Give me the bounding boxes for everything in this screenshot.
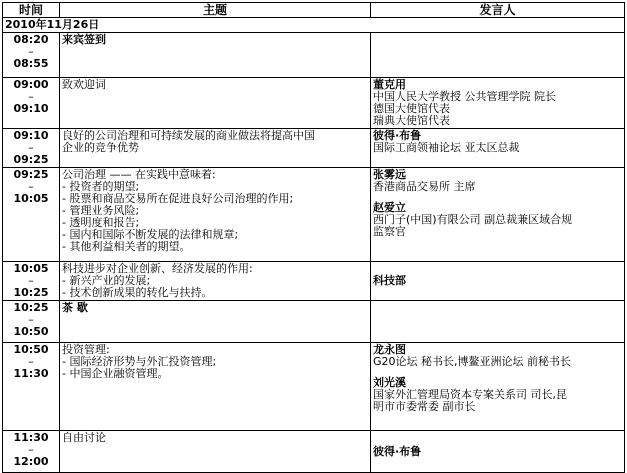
subject-line: 公司治理 —— 在实践中意味着: bbox=[62, 168, 216, 181]
agenda-table bbox=[2, 2, 625, 473]
subject-line: - 管理业务风险; bbox=[62, 204, 140, 217]
time-cell bbox=[3, 262, 60, 301]
speaker-name: 董克用 bbox=[373, 78, 406, 91]
time-end: 09:25 bbox=[13, 153, 49, 166]
time-start: 10:50 bbox=[13, 343, 49, 356]
speaker-role: 西门子(中国)有限公司 副总裁兼区域合规 bbox=[373, 213, 573, 226]
speaker-name: 龙永图 bbox=[373, 343, 406, 356]
speaker-role: 明市市委常委 副市长 bbox=[373, 400, 476, 413]
speaker-name: 赵爱立 bbox=[373, 201, 406, 214]
time-dash: – bbox=[28, 45, 34, 58]
time-cell bbox=[3, 33, 60, 78]
subject-line: 良好的公司治理和可持续发展的商业做法将提高中国 bbox=[62, 129, 315, 142]
agenda-body bbox=[3, 18, 625, 473]
time-end: 10:50 bbox=[13, 325, 49, 338]
agenda-row bbox=[3, 343, 625, 431]
header-subject: 主题 bbox=[60, 3, 371, 18]
header-time: 时间 bbox=[3, 3, 60, 18]
time-cell bbox=[3, 129, 60, 168]
speaker-cell bbox=[371, 78, 625, 129]
subject-line: 自由讨论 bbox=[62, 431, 106, 444]
subject-line: 茶 歇 bbox=[62, 301, 88, 314]
speaker-role: 国际工商领袖论坛 亚太区总裁 bbox=[373, 141, 520, 154]
subject-line: - 技术创新成果的转化与扶持。 bbox=[62, 286, 213, 299]
subject-line: - 其他利益相关者的期望。 bbox=[62, 240, 191, 253]
speaker-cell bbox=[371, 431, 625, 473]
agenda-row bbox=[3, 301, 625, 343]
speaker-gap bbox=[373, 193, 622, 202]
agenda-row bbox=[3, 78, 625, 129]
speaker-cell bbox=[371, 168, 625, 262]
subject-line: - 投资者的期望; bbox=[62, 180, 140, 193]
speaker-name: 张雾远 bbox=[373, 168, 406, 181]
time-dash: – bbox=[28, 274, 34, 287]
speaker-role: 瑞典大使馆代表 bbox=[373, 114, 450, 127]
speaker-cell bbox=[371, 262, 625, 301]
agenda-row bbox=[3, 431, 625, 473]
header-row bbox=[3, 3, 625, 18]
speaker-role: 国家外汇管理局资本专案关系司 司长,昆 bbox=[373, 388, 567, 401]
time-dash: – bbox=[28, 313, 34, 326]
time-dash: – bbox=[28, 355, 34, 368]
agenda-row bbox=[3, 168, 625, 262]
speaker-role: 德国大使馆代表 bbox=[373, 102, 450, 115]
subject-cell bbox=[60, 78, 371, 129]
time-end: 10:25 bbox=[13, 286, 49, 299]
time-cell bbox=[3, 431, 60, 473]
time-end: 12:00 bbox=[13, 455, 49, 468]
agenda-row bbox=[3, 129, 625, 168]
subject-cell bbox=[60, 168, 371, 262]
subject-cell bbox=[60, 129, 371, 168]
date-row bbox=[3, 18, 625, 33]
subject-line: - 股票和商品交易所在促进良好公司治理的作用; bbox=[62, 192, 294, 205]
speaker-role: 监察官 bbox=[373, 225, 406, 238]
time-cell bbox=[3, 168, 60, 262]
subject-line: 来宾签到 bbox=[62, 33, 106, 46]
subject-line: - 中国企业融资管理。 bbox=[62, 367, 169, 380]
speaker-role: 中国人民大学教授 公共管理学院 院长 bbox=[373, 90, 556, 103]
speaker-cell bbox=[371, 343, 625, 431]
time-start: 10:05 bbox=[13, 262, 49, 275]
subject-line: 致欢迎词 bbox=[62, 78, 106, 91]
time-end: 08:55 bbox=[13, 57, 49, 70]
subject-cell bbox=[60, 431, 371, 473]
time-start: 11:30 bbox=[13, 431, 49, 444]
subject-line: - 国内和国际不断发展的法律和规章; bbox=[62, 228, 239, 241]
speaker-cell bbox=[371, 129, 625, 168]
time-end: 11:30 bbox=[13, 367, 49, 380]
subject-line: 科技进步对企业创新、经济发展的作用: bbox=[62, 262, 253, 275]
speaker-cell bbox=[371, 301, 625, 343]
time-start: 09:00 bbox=[13, 78, 49, 91]
subject-line: 投资管理: bbox=[62, 343, 110, 356]
speaker-role: G20论坛 秘书长,博鳌亚洲论坛 前秘书长 bbox=[373, 355, 572, 368]
subject-cell bbox=[60, 33, 371, 78]
agenda-row bbox=[3, 262, 625, 301]
time-start: 09:10 bbox=[13, 129, 49, 142]
time-dash: – bbox=[28, 443, 34, 456]
speaker-role: 香港商品交易所 主席 bbox=[373, 180, 476, 193]
speaker-name: 科技部 bbox=[373, 274, 406, 287]
time-dash: – bbox=[28, 180, 34, 193]
time-end: 09:10 bbox=[13, 102, 49, 115]
time-start: 10:25 bbox=[13, 301, 49, 314]
time-end: 10:05 bbox=[13, 192, 49, 205]
header-speaker: 发言人 bbox=[371, 3, 625, 18]
speaker-gap bbox=[373, 368, 622, 377]
speaker-name: 彼得·布鲁 bbox=[373, 129, 422, 142]
speaker-cell bbox=[371, 33, 625, 78]
speaker-name: 彼得·布鲁 bbox=[373, 444, 422, 458]
time-start: 08:20 bbox=[13, 33, 49, 46]
time-cell bbox=[3, 78, 60, 129]
subject-cell bbox=[60, 262, 371, 301]
speaker-name: 刘光溪 bbox=[373, 376, 406, 389]
time-dash: – bbox=[28, 90, 34, 103]
time-start: 09:25 bbox=[13, 168, 49, 181]
time-cell bbox=[3, 343, 60, 431]
subject-line: 企业的竞争优势 bbox=[62, 141, 139, 154]
time-cell bbox=[3, 301, 60, 343]
agenda-row bbox=[3, 33, 625, 78]
time-dash: – bbox=[28, 141, 34, 154]
subject-cell bbox=[60, 343, 371, 431]
subject-line: - 国际经济形势与外汇投资管理; bbox=[62, 355, 217, 368]
subject-line: - 新兴产业的发展; bbox=[62, 274, 151, 287]
date-label: 2010年11月26日 bbox=[3, 18, 625, 33]
subject-cell bbox=[60, 301, 371, 343]
subject-line: - 透明度和报告; bbox=[62, 216, 140, 229]
